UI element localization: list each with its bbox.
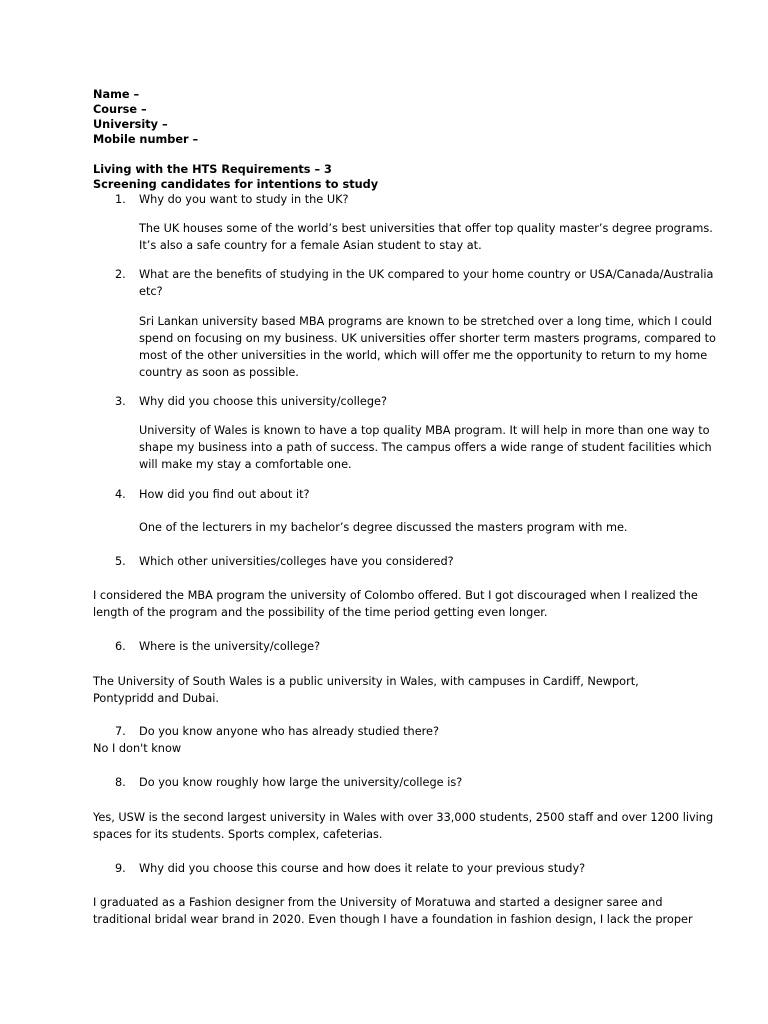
answer-line: length of the program and the possibility of the time period getting even longer. — [93, 606, 548, 619]
question-number: 9. — [115, 862, 126, 875]
answer-line: University of Wales is known to have a top quality MBA program. It will help in more than one way to — [139, 424, 710, 437]
document-subtitle: Screening candidates for intentions to study — [93, 178, 379, 191]
question-number: 2. — [115, 268, 126, 281]
answer-line: Sri Lankan university based MBA programs are known to be stretched over a long time, which I could — [139, 315, 712, 328]
answer-line: Pontypridd and Dubai. — [93, 692, 220, 705]
question-number: 7. — [115, 725, 126, 738]
answer-line: will make my stay a comfortable one. — [139, 458, 352, 471]
question-text: Where is the university/college? — [139, 640, 321, 653]
answer-line: spend on focusing on my business. UK universities offer shorter term masters programs, compared to — [139, 332, 716, 345]
question-text: Do you know anyone who has already studied there? — [139, 725, 439, 738]
answer-line: most of the other universities in the world, which will offer me the opportunity to return to my home — [139, 349, 708, 362]
answer-line: One of the lecturers in my bachelor’s degree discussed the masters program with me. — [139, 521, 628, 534]
course-label: Course – — [93, 103, 147, 116]
answer-line: No I don't know — [93, 742, 182, 755]
answer-line: The University of South Wales is a public university in Wales, with campuses in Cardiff, Newport, — [93, 675, 639, 688]
question-text: Why do you want to study in the UK? — [139, 193, 349, 206]
mobile-number-label: Mobile number – — [93, 133, 199, 146]
question-number: 5. — [115, 555, 126, 568]
document-title: Living with the HTS Requirements – 3 — [93, 163, 332, 176]
university-label: University – — [93, 118, 168, 131]
question-number: 6. — [115, 640, 126, 653]
question-number: 4. — [115, 488, 126, 501]
question-text: Which other universities/colleges have you considered? — [139, 555, 454, 568]
answer-line: spaces for its students. Sports complex, cafeterias. — [93, 828, 383, 841]
answer-line: I considered the MBA program the university of Colombo offered. But I got discouraged when I realized the — [93, 589, 698, 602]
question-text: Do you know roughly how large the university/college is? — [139, 776, 463, 789]
question-number: 8. — [115, 776, 126, 789]
answer-line: Yes, USW is the second largest university in Wales with over 33,000 students, 2500 staff and over 1200 living — [93, 811, 714, 824]
question-text: How did you find out about it? — [139, 488, 310, 501]
answer-line: traditional bridal wear brand in 2020. Even though I have a foundation in fashion design, I lack the proper — [93, 913, 693, 926]
question-text: Why did you choose this course and how does it relate to your previous study? — [139, 862, 586, 875]
answer-line: It’s also a safe country for a female Asian student to stay at. — [139, 239, 482, 252]
name-label: Name – — [93, 88, 140, 101]
question-text: etc? — [139, 285, 163, 298]
question-text: Why did you choose this university/college? — [139, 395, 388, 408]
answer-line: The UK houses some of the world’s best universities that offer top quality master’s degree programs. — [139, 222, 713, 235]
question-text: What are the benefits of studying in the UK compared to your home country or USA/Canada/Australia — [139, 268, 714, 281]
answer-line: shape my business into a path of success. The campus offers a wide range of student facilities which — [139, 441, 712, 454]
question-number: 3. — [115, 395, 126, 408]
question-number: 1. — [115, 193, 126, 206]
answer-line: country as soon as possible. — [139, 366, 299, 379]
answer-line: I graduated as a Fashion designer from the University of Moratuwa and started a designer saree and — [93, 896, 663, 909]
